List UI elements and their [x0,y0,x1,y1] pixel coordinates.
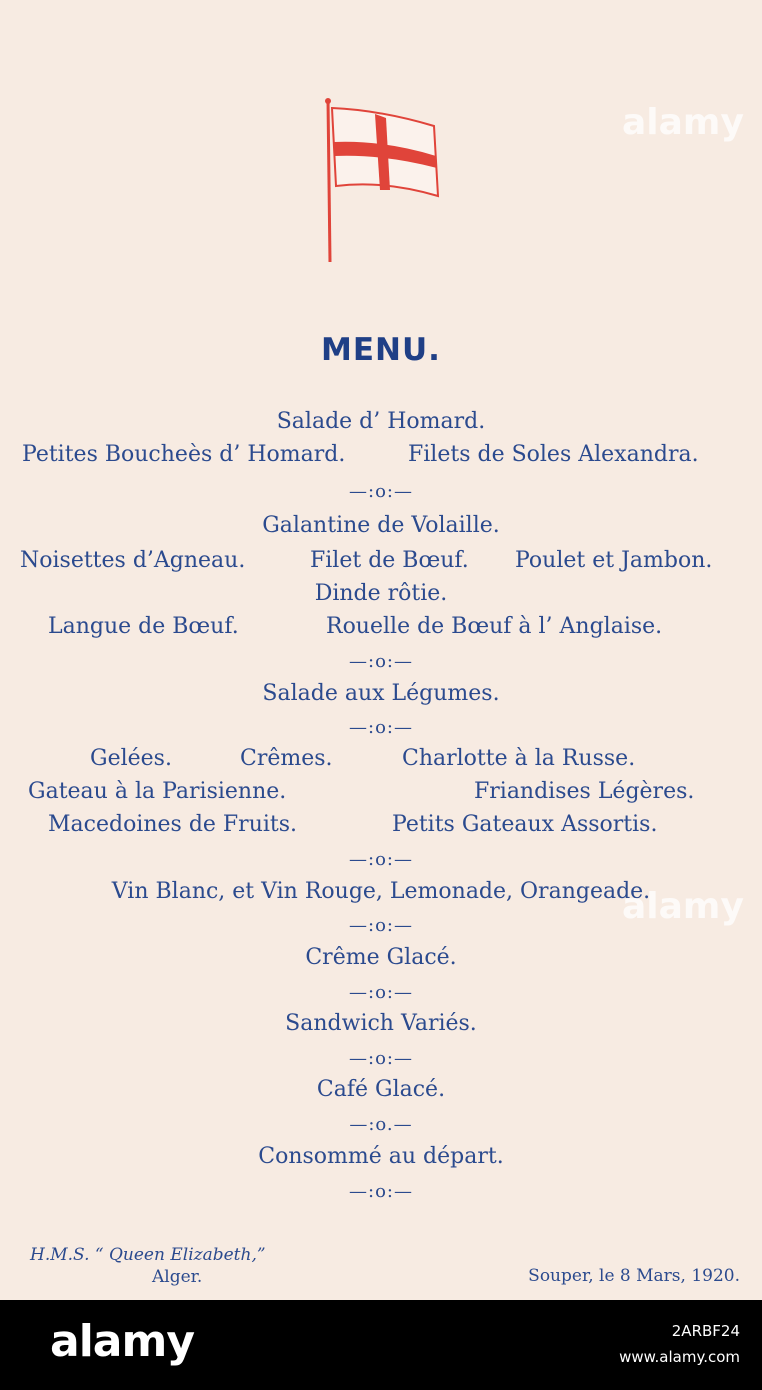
menu-item: Petites Boucheès d’ Homard. [22,442,346,467]
ship-name [30,1244,266,1288]
menu-item: Salade aux Légumes. [262,681,500,706]
watermark: alamy [622,886,744,927]
image-id: 2ARBF24 [671,1322,740,1340]
menu-item: Macedoines de Fruits. [48,812,298,837]
menu-item: Dinde rôtie. [314,581,448,606]
menu-item: Gateau à la Parisienne. [28,779,287,804]
city-label: Alger. [152,1267,203,1287]
menu-item: Filets de Soles Alexandra. [408,442,699,467]
separator: —:o:— [349,1181,413,1202]
menu-item: Friandises Légères. [474,779,695,804]
separator: —:o:— [349,717,413,738]
separator: —:o:— [349,651,413,672]
menu-item: Vin Blanc, et Vin Rouge, Lemonade, Orangeade. [111,879,651,904]
separator: —:o:— [349,1048,413,1069]
separator: —:o:— [349,982,413,1003]
watermark: alamy [622,102,744,143]
menu-item: Galantine de Volaille. [262,513,500,538]
menu-item: Café Glacé. [316,1077,446,1102]
separator: —:o:— [349,915,413,936]
menu-item: Poulet et Jambon. [515,548,713,573]
menu-title: MENU. [321,332,441,368]
menu-item: Noisettes d’Agneau. [20,548,246,573]
menu-item: Crême Glacé. [305,945,457,970]
separator: —:o:— [349,481,413,502]
menu-item: Petits Gateaux Assortis. [392,812,658,837]
menu-item: Sandwich Variés. [285,1011,477,1036]
separator: —:o:— [349,849,413,870]
site-url: www.alamy.com [619,1348,740,1366]
flag-icon [320,96,450,268]
menu-item: Langue de Bœuf. [48,614,239,639]
menu-item: Consommé au départ. [258,1144,504,1169]
separator: —:o.— [349,1114,413,1135]
menu-item: Crêmes. [240,746,333,771]
brand-logo: alamy [50,1316,194,1367]
menu-item: Rouelle de Bœuf à l’ Anglaise. [326,614,663,639]
date-label: Souper, le 8 Mars, 1920. [528,1266,740,1286]
menu-item: Salade d’ Homard. [276,409,486,434]
ship-label: H.M.S. “ Queen Elizabeth,” [30,1245,266,1265]
menu-item: Charlotte à la Russe. [402,746,636,771]
menu-item: Gelées. [90,746,172,771]
menu-item: Filet de Bœuf. [310,548,469,573]
